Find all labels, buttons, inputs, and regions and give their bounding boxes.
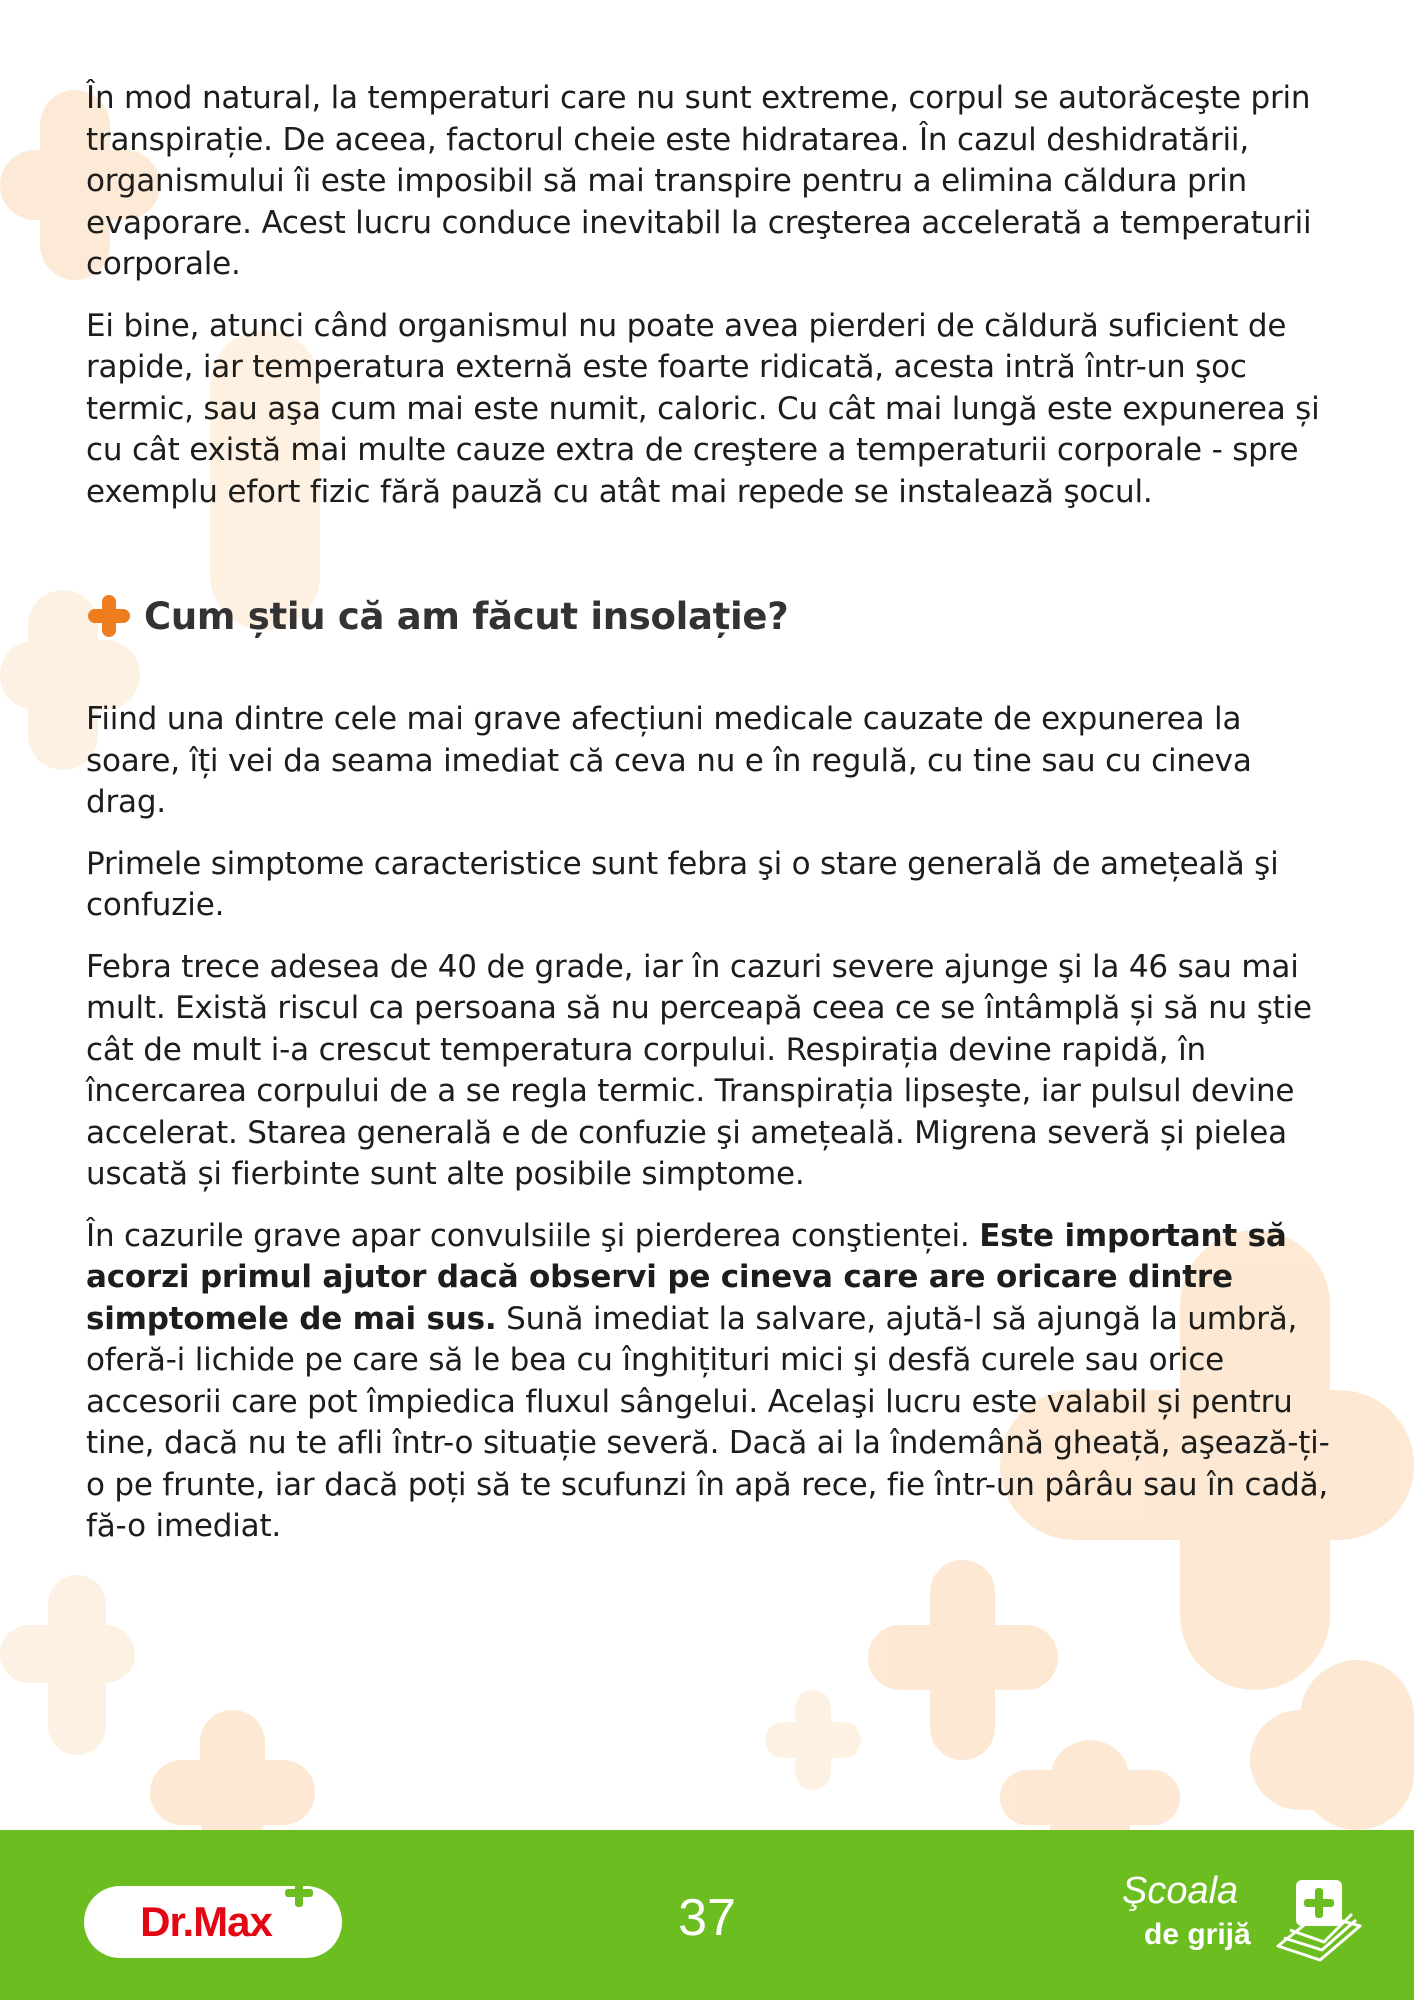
page-content	[86, 78, 1336, 1568]
paragraph-cooling: În mod natural, la temperaturi care nu sunt extreme, corpul se autorăceşte prin transpirație. De aceea, factorul cheie este hidratarea. În cazul deshidratării, organismului îi este imposibil să mai transpire pentru a elimina căldura prin evaporare. Acest lucru conduce inevitabil la creşterea accelerată a temperaturii corporale.	[86, 80, 1312, 282]
first-aid-emphasis: Este important să acorzi primul ajutor dacă observi pe cineva care are oricare dintre simptomele de mai sus.	[86, 1217, 1287, 1337]
first-aid-instructions: Sună imediat la salvare, ajută-l să ajungă la umbră, oferă-i lichide pe care să le bea cu înghițituri mici şi desfă curele sau orice accesorii care pot împiedica fluxul sângelui. Acelaşi lucru este valabil și pentru tine, dacă nu te afli într-o situație severă. Dacă ai la îndemână gheață, aşează-ți-o pe frunte, iar dacă poți să te scufunzi în apă rece, fie într-un pârâu sau în cadă, fă-o imediat.	[86, 1300, 1330, 1544]
paragraph-severity: Fiind una dintre cele mai grave afecțiuni medicale cauzate de expunerea la soare, îți vei da seama imediat că ceva nu e în regulă, cu tine sau cu cineva drag.	[86, 701, 1252, 820]
first-aid-intro: În cazurile grave apar convulsiile şi pierderea conştienței.	[86, 1217, 980, 1254]
brand-line-1: Şcoala	[1122, 1870, 1239, 1912]
paragraph-first-aid	[86, 1216, 1336, 1548]
page-number: 37	[678, 1889, 736, 1947]
paragraph-first-symptoms: Primele simptome caracteristice sunt febra şi o stare generală de amețeală şi confuzie.	[86, 845, 1279, 923]
plus-icon	[86, 593, 132, 639]
paragraph-fever: Febra trece adesea de 40 de grade, iar în cazuri severe ajunge şi la 46 sau mai mult. Există riscul ca persoana să nu perceapă ceea ce se întâmplă și să nu ştie cât de mult i-a crescut temperatura corpului. Respirația devine rapidă, în încercarea corpului de a se regla termic. Transpirația lipseşte, iar pulsul devine accelerat. Starea generală e de confuzie şi amețeală. Migrena severă și pielea uscată și fierbinte sunt alte posibile simptome.	[86, 948, 1312, 1192]
book-plus-icon	[1270, 1876, 1366, 1966]
footer-bar	[0, 1830, 1414, 2000]
logo-text: Dr.Max	[140, 1898, 272, 1945]
section-heading	[86, 593, 1336, 639]
paragraph-heat-shock: Ei bine, atunci când organismul nu poate avea pierderi de căldură suficient de rapide, iar temperatura externă este foarte ridicată, acesta intră într-un şoc termic, sau aşa cum mai este numit, caloric. Cu cât mai lungă este expunerea și cu cât există mai multe cauze extra de creştere a temperaturii corporale - spre exemplu efort fizic fără pauză cu atât mai repede se instalează şocul.	[86, 307, 1320, 510]
scoala-de-grija-logo	[1118, 1870, 1368, 1980]
section-title: Cum știu că am făcut insolație?	[144, 594, 789, 638]
brand-line-2: de grijă	[1144, 1918, 1251, 1951]
